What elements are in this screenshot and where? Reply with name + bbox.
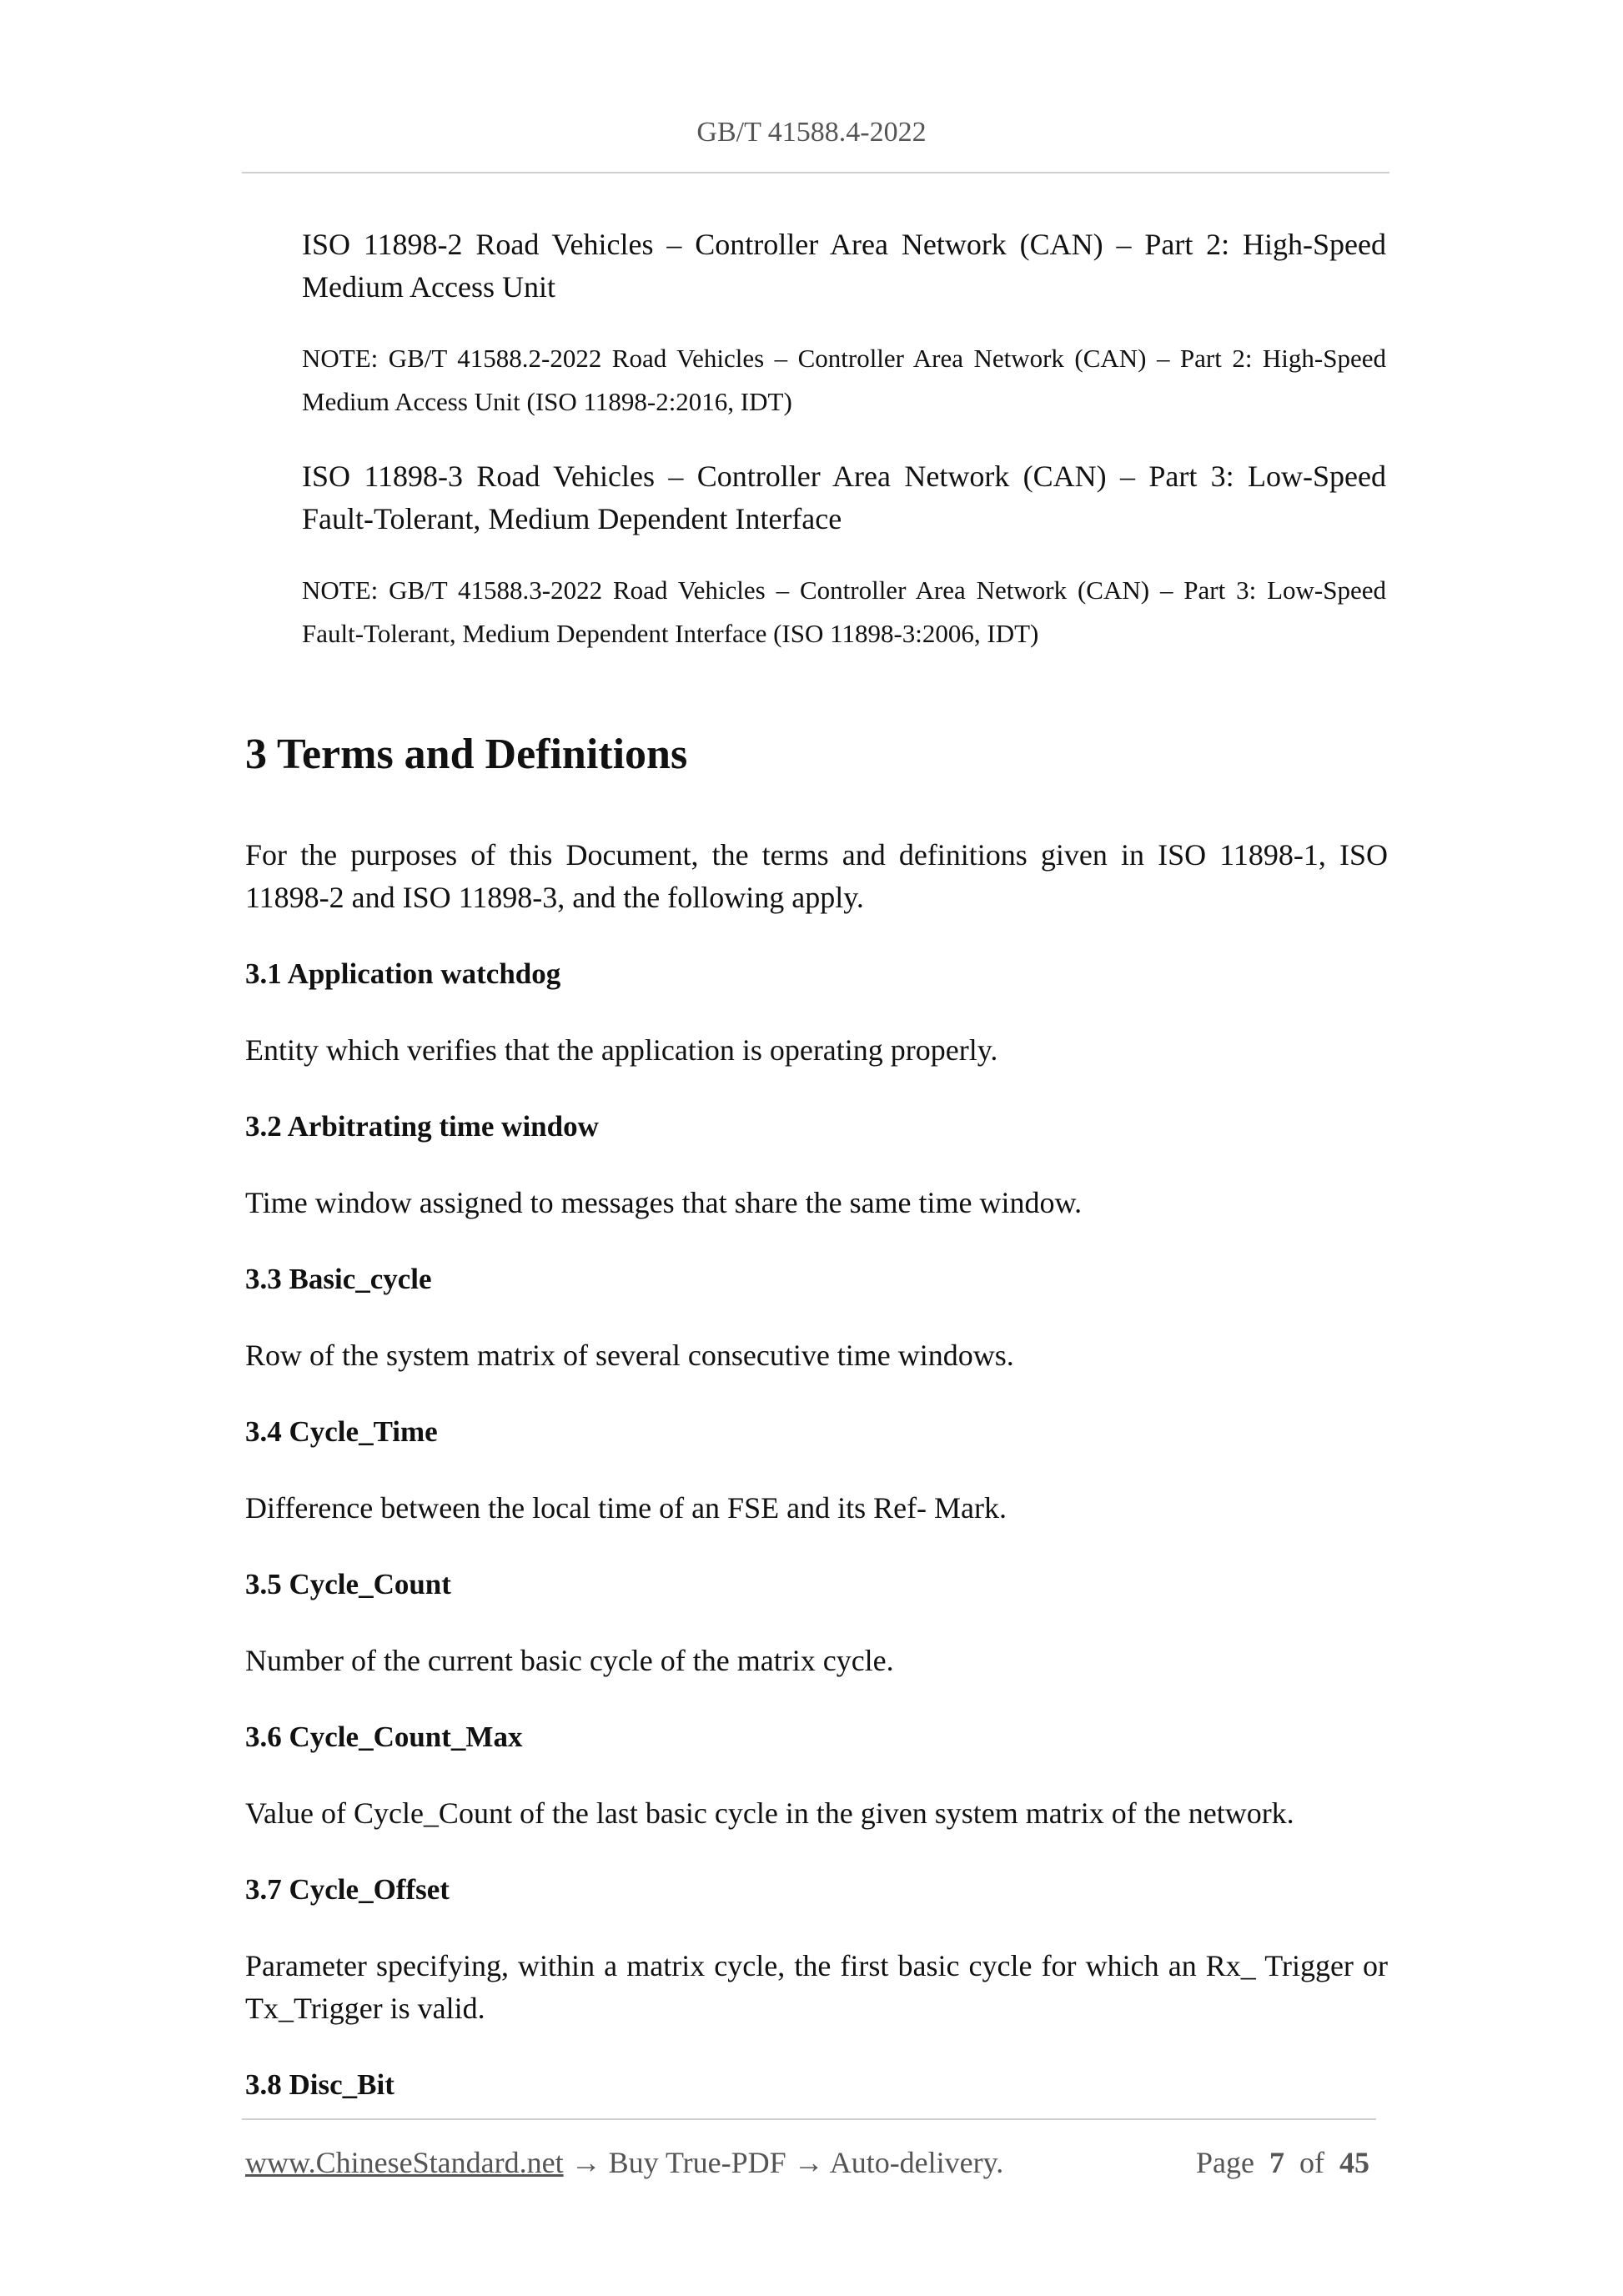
term-title: 3.3 Basic_cycle [245,1263,432,1295]
term-title: 3.8 Disc_Bit [245,2068,394,2101]
term-definition: Value of Cycle_Count of the last basic cycle in the given system matrix of the network. [245,1796,1294,1830]
page-label: Page [1196,2146,1254,2179]
reference-title: ISO 11898-2 Road Vehicles – Controller Area Network (CAN) – Part 2: High-Speed Medium Access Unit [302,228,1386,304]
term-title: 3.2 Arbitrating time window [245,1110,599,1143]
term-definition: Number of the current basic cycle of the matrix cycle. [245,1644,894,1677]
section-intro: For the purposes of this Document, the terms and definitions given in ISO 11898-1, ISO 11898-2 and ISO 11898-3, and the following apply. [245,838,1388,914]
footer-tagline: → Buy True-PDF → Auto-delivery. [563,2146,1004,2179]
header-divider [242,172,1389,173]
reference-note: NOTE: GB/T 41588.3-2022 Road Vehicles – Controller Area Network (CAN) – Part 3: Low-Speed Fault-Tolerant, Medium Dependent Interface (ISO 11898-3:2006, IDT) [302,575,1386,648]
term-definition: Row of the system matrix of several consecutive time windows. [245,1339,1014,1372]
term-definition: Parameter specifying, within a matrix cycle, the first basic cycle for which an Rx_ Trigger or Tx_Trigger is valid. [245,1949,1388,2025]
terms-section [245,726,1388,2140]
footer-promo [245,2145,1003,2180]
term-definition: Entity which verifies that the application is operating properly. [245,1033,998,1067]
website-link[interactable]: www.ChineseStandard.net [245,2146,564,2179]
page-indicator [1196,2145,1369,2180]
reference-title: ISO 11898-3 Road Vehicles – Controller Area Network (CAN) – Part 3: Low-Speed Fault-Tolerant, Medium Dependent Interface [302,460,1386,535]
term-title: 3.7 Cycle_Offset [245,1873,450,1906]
normative-references [302,224,1386,687]
footer-divider [242,2118,1376,2120]
term-title: 3.4 Cycle_Time [245,1415,438,1448]
term-title: 3.5 Cycle_Count [245,1568,451,1600]
page-footer [245,2145,1379,2187]
page-of-label: of [1299,2146,1324,2179]
section-heading: 3 Terms and Definitions [245,731,688,778]
total-pages-number: 45 [1339,2146,1369,2179]
term-definition: Time window assigned to messages that share the same time window. [245,1186,1083,1219]
page-header: GB/T 41588.4-2022 [696,117,927,148]
term-definition: Difference between the local time of an FSE and its Ref- Mark. [245,1491,1007,1525]
current-page-number: 7 [1269,2146,1284,2179]
reference-note: NOTE: GB/T 41588.2-2022 Road Vehicles – Controller Area Network (CAN) – Part 2: High-Speed Medium Access Unit (ISO 11898-2:2016, IDT) [302,344,1386,416]
term-title: 3.6 Cycle_Count_Max [245,1721,523,1753]
term-title: 3.1 Application watchdog [245,957,561,990]
